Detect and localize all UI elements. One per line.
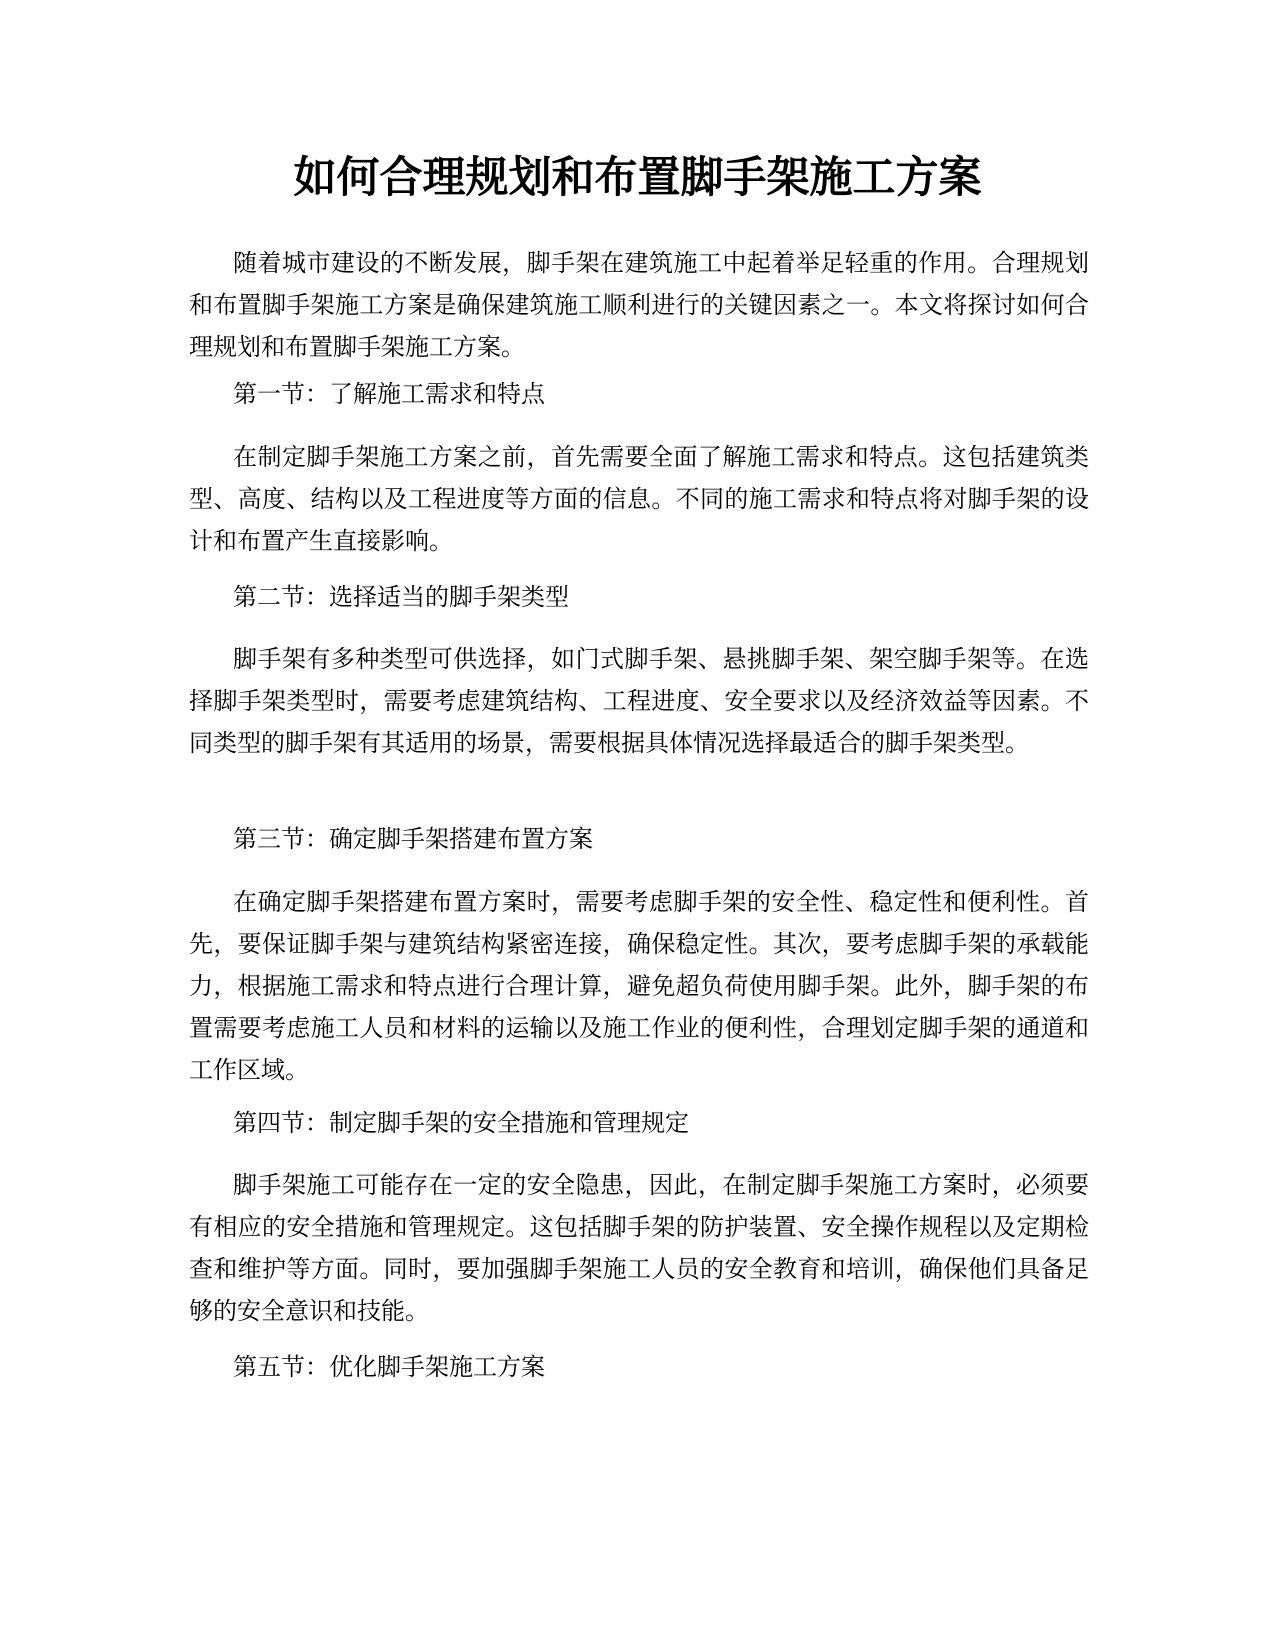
section-3-heading: 第三节：确定脚手架搭建布置方案 <box>233 825 593 853</box>
section-5-heading: 第五节：优化脚手架施工方案 <box>233 1353 545 1381</box>
section-4-paragraph: 脚手架施工可能存在一定的安全隐患，因此，在制定脚手架施工方案时，必须要有相应的安全措施和管理规定。这包括脚手架的防护装置、安全操作规程以及定期检查和维护等方面。同时，要加强脚手架施工人员的安全教育和培训，确保他们具备足够的安全意识和技能。 <box>189 1171 1089 1325</box>
intro-paragraph: 随着城市建设的不断发展，脚手架在建筑施工中起着举足轻重的作用。合理规划和布置脚手架施工方案是确保建筑施工顺利进行的关键因素之一。本文将探讨如何合理规划和布置脚手架施工方案。 <box>189 249 1089 361</box>
section-2-paragraph: 脚手架有多种类型可供选择，如门式脚手架、悬挑脚手架、架空脚手架等。在选择脚手架类型时，需要考虑建筑结构、工程进度、安全要求以及经济效益等因素。不同类型的脚手架有其适用的场景，需要根据具体情况选择最适合的脚手架类型。 <box>189 645 1089 757</box>
section-4-heading: 第四节：制定脚手架的安全措施和管理规定 <box>233 1109 689 1137</box>
section-2-heading: 第二节：选择适当的脚手架类型 <box>233 583 569 611</box>
section-1-heading: 第一节：了解施工需求和特点 <box>233 380 545 408</box>
section-1-paragraph: 在制定脚手架施工方案之前，首先需要全面了解施工需求和特点。这包括建筑类型、高度、结构以及工程进度等方面的信息。不同的施工需求和特点将对脚手架的设计和布置产生直接影响。 <box>189 443 1089 555</box>
section-3-paragraph: 在确定脚手架搭建布置方案时，需要考虑脚手架的安全性、稳定性和便利性。首先，要保证脚手架与建筑结构紧密连接，确保稳定性。其次，要考虑脚手架的承载能力，根据施工需求和特点进行合理计算，避免超负荷使用脚手架。此外，脚手架的布置需要考虑施工人员和材料的运输以及施工作业的便利性，合理划定脚手架的通道和工作区域。 <box>189 888 1089 1084</box>
document-title: 如何合理规划和布置脚手架施工方案 <box>293 153 982 203</box>
